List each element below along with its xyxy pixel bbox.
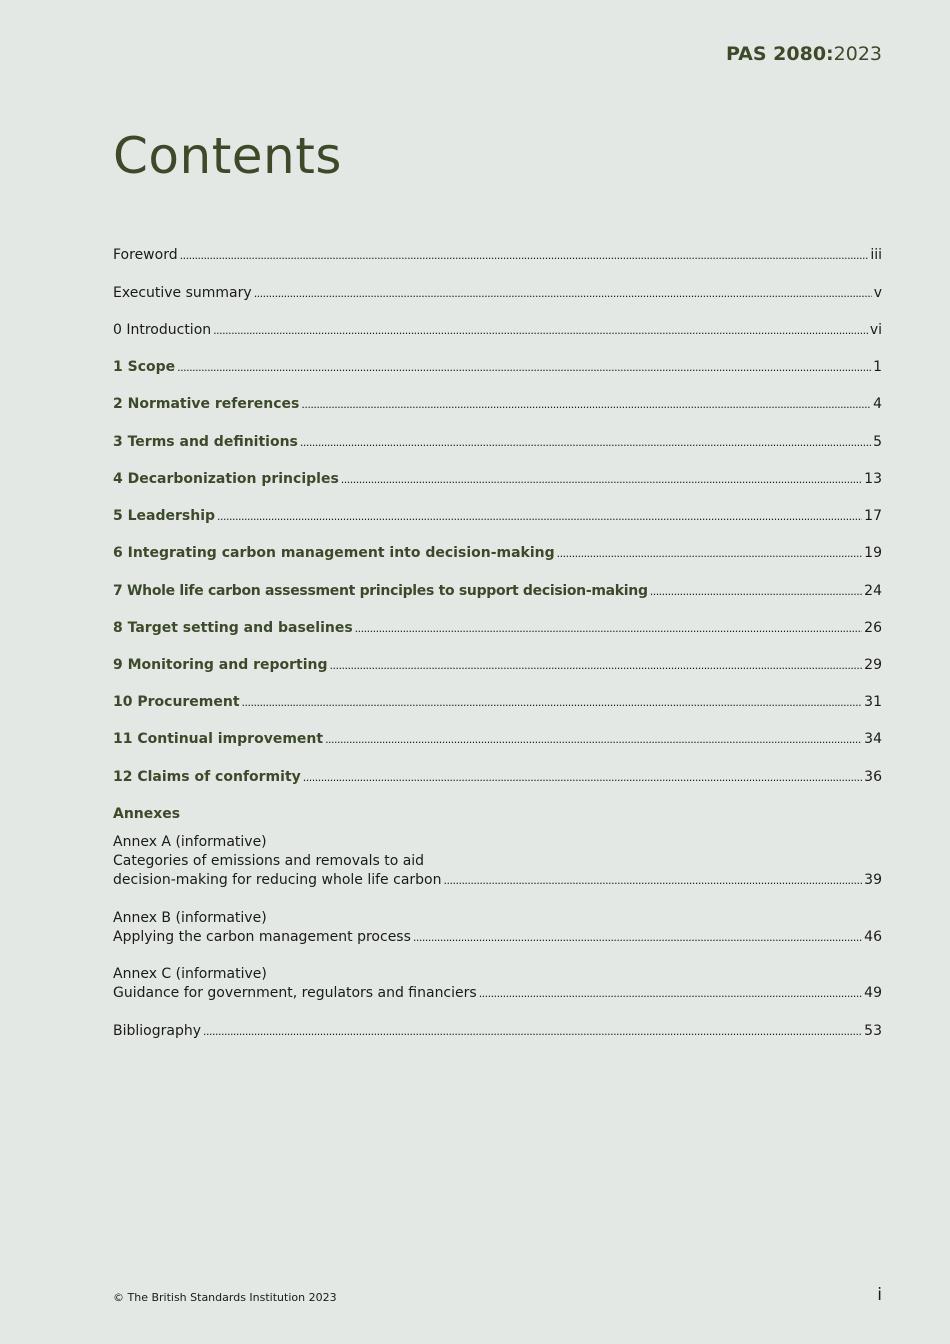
toc-entry-page: 26 [864, 620, 882, 636]
toc-entry-title: Executive summary [113, 285, 252, 301]
dot-leader [301, 394, 871, 415]
dot-leader [330, 655, 863, 676]
dot-leader [180, 245, 869, 266]
document-code [726, 42, 882, 66]
toc-entry-title: 10 Procurement [113, 694, 240, 710]
toc-entry-page: 31 [864, 694, 882, 710]
dot-leader [355, 618, 863, 639]
dot-leader [557, 543, 863, 564]
toc-entry-normative-references[interactable] [113, 394, 882, 415]
toc-entry-title: 1 Scope [113, 359, 176, 375]
toc-entry-page: 5 [873, 434, 882, 450]
toc-entry-scope[interactable] [113, 357, 882, 378]
toc-entry-title: 3 Terms and definitions [113, 434, 298, 450]
toc-entry-title: 0 Introduction [113, 322, 212, 338]
dot-leader [325, 729, 862, 750]
dot-leader [650, 581, 862, 602]
toc-entry-page: 49 [864, 985, 882, 1001]
toc-entry-page: 53 [864, 1023, 882, 1039]
annex-c-label: Annex C (informative) [113, 966, 267, 982]
toc-entry-title: Bibliography [113, 1023, 201, 1039]
toc-entry-claims-of-conformity[interactable] [113, 767, 882, 788]
toc-entry-whole-life-carbon-assessment[interactable] [113, 581, 882, 602]
toc-entry-executive-summary[interactable] [113, 283, 882, 304]
dot-leader [413, 927, 862, 948]
dot-leader [479, 983, 862, 1004]
dot-leader [443, 870, 862, 891]
toc-entry-integrating-carbon-management[interactable] [113, 543, 882, 564]
toc-entry-page: v [873, 285, 882, 301]
toc-entry-page: 19 [864, 545, 882, 561]
toc-entry-leadership[interactable] [113, 506, 882, 527]
dot-leader [254, 283, 872, 304]
toc-entry-page: 36 [864, 769, 882, 785]
dot-leader [203, 1021, 862, 1042]
toc-entry-annex-a[interactable] [113, 870, 882, 891]
toc-entry-title: decision-making for reducing whole life carbon [113, 872, 442, 888]
toc-entry-introduction[interactable] [113, 320, 882, 341]
annexes-heading: Annexes [113, 806, 181, 822]
toc-entry-title: Guidance for government, regulators and financiers [113, 985, 477, 1001]
toc-entry-annex-b[interactable] [113, 927, 882, 948]
footer-page-number: i [877, 1285, 882, 1305]
toc-entry-title: Foreword [113, 247, 178, 263]
toc-entry-title: 2 Normative references [113, 396, 300, 412]
toc-entry-page: 17 [864, 508, 882, 524]
annex-b-label: Annex B (informative) [113, 910, 267, 926]
toc-entry-title: 4 Decarbonization principles [113, 471, 339, 487]
toc-entry-title: 9 Monitoring and reporting [113, 657, 328, 673]
dot-leader [177, 357, 871, 378]
toc-entry-page: 24 [864, 583, 882, 599]
toc-entry-title: 8 Target setting and baselines [113, 620, 353, 636]
toc-entry-page: 29 [864, 657, 882, 673]
toc-entry-page: 13 [864, 471, 882, 487]
toc-entry-decarbonization-principles[interactable] [113, 469, 882, 490]
toc-entry-title: 7 Whole life carbon assessment principles to support decision-making [113, 583, 648, 599]
dot-leader [242, 692, 863, 713]
toc-entry-foreword[interactable] [113, 245, 882, 266]
toc-entry-title: 5 Leadership [113, 508, 216, 524]
toc-entry-procurement[interactable] [113, 692, 882, 713]
toc-entry-page: 1 [873, 359, 882, 375]
toc-entry-bibliography[interactable] [113, 1021, 882, 1042]
dot-leader [217, 506, 862, 527]
toc-entry-page: vi [869, 322, 882, 338]
footer-copyright: © The British Standards Institution 2023 [113, 1291, 337, 1304]
page-title: Contents [113, 127, 342, 185]
toc-entry-target-setting[interactable] [113, 618, 882, 639]
dot-leader [300, 432, 871, 453]
toc-entry-title: 11 Continual improvement [113, 731, 324, 747]
dot-leader [303, 767, 862, 788]
dot-leader [213, 320, 868, 341]
annex-a-label: Annex A (informative) [113, 834, 267, 850]
toc-entry-page: 39 [864, 872, 882, 888]
toc-entry-annex-c[interactable] [113, 983, 882, 1004]
toc-entry-page: 34 [864, 731, 882, 747]
dot-leader [341, 469, 862, 490]
toc-entry-page: 46 [864, 929, 882, 945]
toc-entry-continual-improvement[interactable] [113, 729, 882, 750]
document-code-name: PAS 2080: [725, 43, 834, 65]
toc-entry-title: 12 Claims of conformity [113, 769, 301, 785]
toc-entry-title: 6 Integrating carbon management into decision-making [113, 545, 555, 561]
toc-entry-title: Applying the carbon management process [113, 929, 411, 945]
toc-entry-page: iii [870, 247, 882, 263]
toc-entry-page: 4 [873, 396, 882, 412]
annex-a-title-line1: Categories of emissions and removals to aid [113, 853, 425, 869]
toc-entry-monitoring-and-reporting[interactable] [113, 655, 882, 676]
toc-entry-terms-and-definitions[interactable] [113, 432, 882, 453]
document-code-year: 2023 [833, 43, 882, 65]
